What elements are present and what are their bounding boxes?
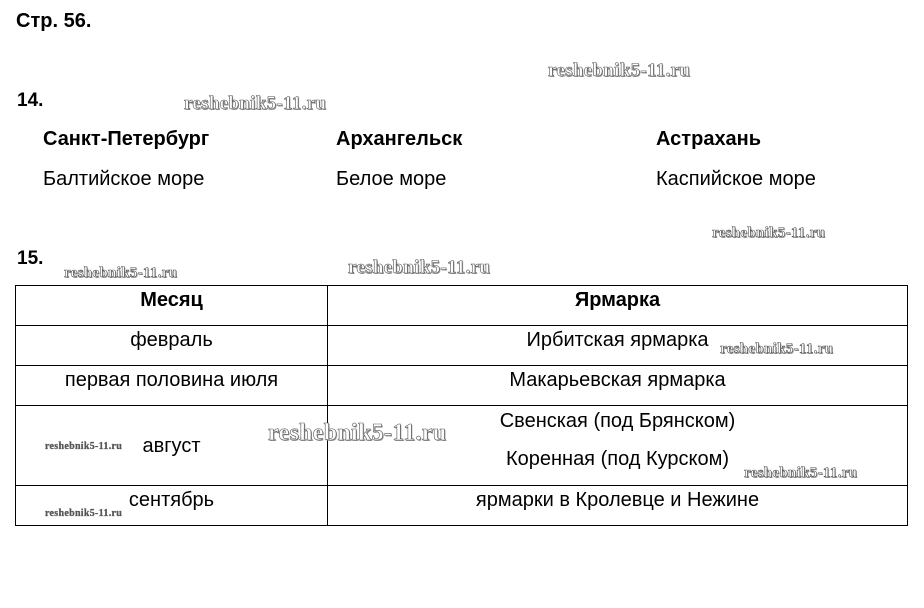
month-cell: первая половина июля [16,366,328,406]
fair-cell: ярмарки в Кролевце и Нежине [328,486,908,526]
table-header-row [16,286,908,326]
month-cell: август [16,406,328,486]
column-header-fair: Ярмарка [328,286,908,326]
fair-name: Коренная (под Курском) [505,448,730,470]
watermark: reshebnik5-11.ru [548,60,691,81]
watermark: reshebnik5-11.ru [45,441,123,452]
city-name: Санкт-Петербург [43,128,210,150]
city-name: Архангельск [336,128,463,150]
column-header-month: Месяц [16,286,328,326]
fair-cell: Ирбитская ярмарка [328,326,908,366]
sea-name: Белое море [336,168,447,190]
task-15-number: 15. [17,248,44,269]
month-cell: сентябрь [16,486,328,526]
watermark: reshebnik5-11.ru [45,508,123,519]
watermark: reshebnik5-11.ru [64,265,178,281]
fairs-table [15,285,908,526]
fair-name: Свенская (под Брянском) [499,410,736,432]
city-name: Астрахань [656,128,762,150]
table-row [16,486,908,526]
page-label: Стр. 56. [16,10,92,32]
task-14-number: 14. [17,90,44,111]
month-cell: февраль [16,326,328,366]
watermark: reshebnik5-11.ru [348,257,491,278]
watermark: reshebnik5-11.ru [268,420,447,446]
sea-name: Каспийское море [656,168,816,190]
sea-name: Балтийское море [43,168,205,190]
fair-cell: Макарьевская ярмарка [328,366,908,406]
watermark: reshebnik5-11.ru [184,93,327,114]
watermark: reshebnik5-11.ru [744,465,858,481]
table-row [16,366,908,406]
watermark: reshebnik5-11.ru [712,225,826,241]
watermark: reshebnik5-11.ru [720,341,834,357]
